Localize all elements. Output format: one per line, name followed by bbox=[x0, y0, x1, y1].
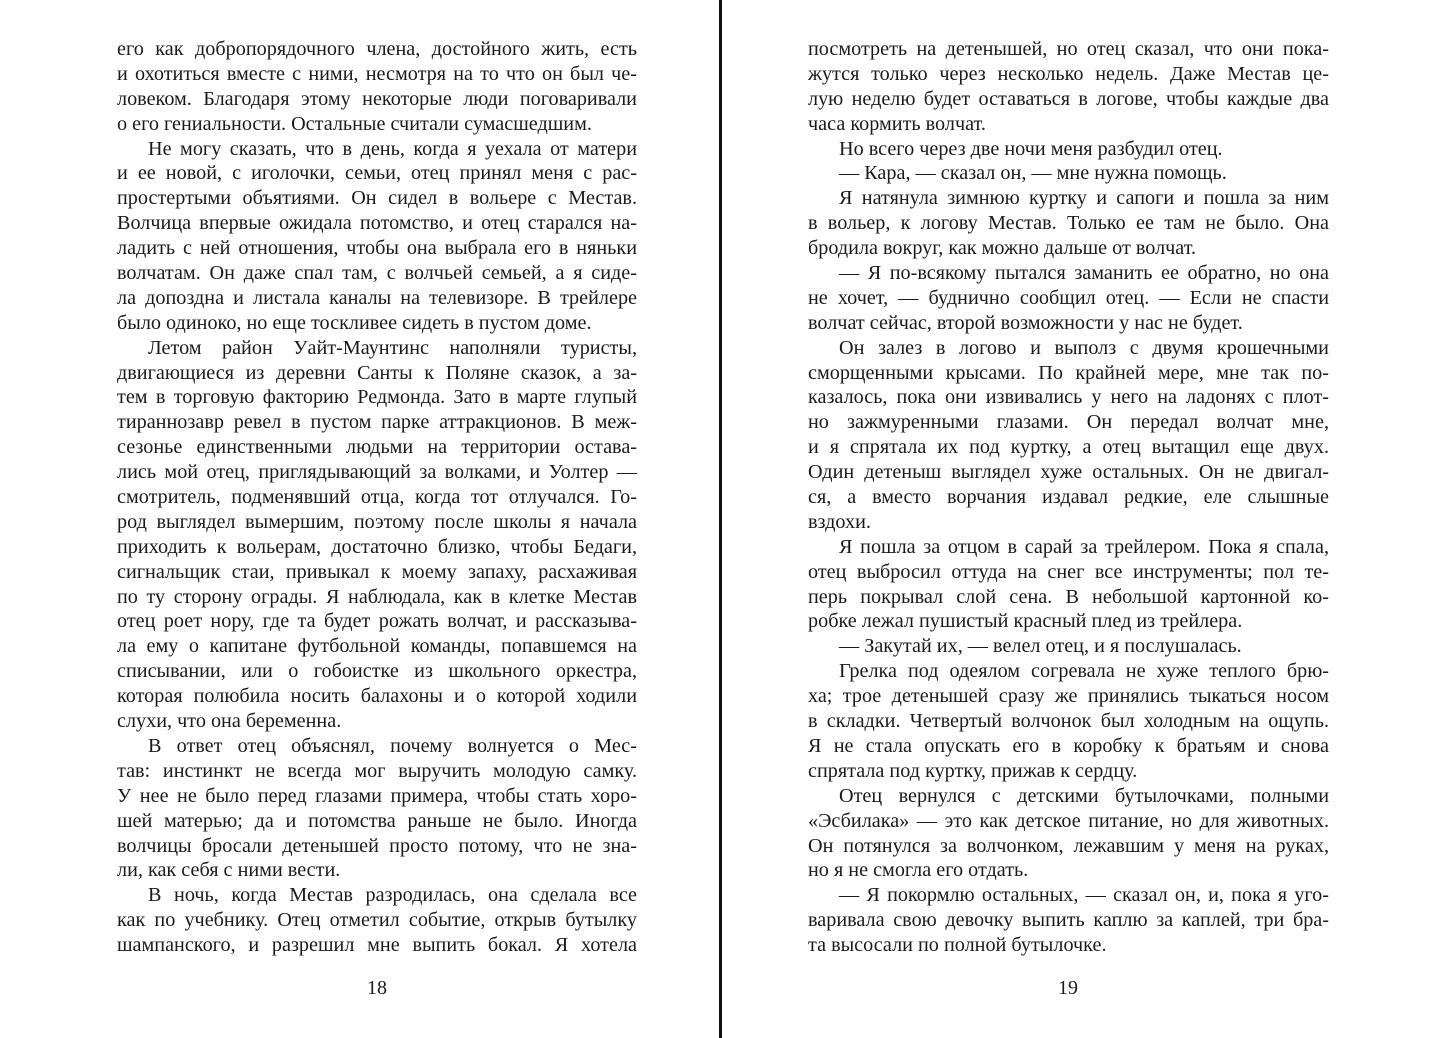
text-line: и охотиться вместе с ними, несмотря на то что он был че- bbox=[117, 62, 637, 85]
text-line: Не могу сказать, что в день, когда я уехала от матери bbox=[148, 137, 637, 160]
text-line: спрятала под куртку, прижав к сердцу. bbox=[808, 759, 1138, 782]
text-line: простертыми объятиями. Он сидел в вольере с Местав. bbox=[117, 187, 637, 210]
text-line: Летом район Уайт-Маунтинс наполняли туристы, bbox=[148, 336, 637, 359]
text-line: часа кормить волчат. bbox=[808, 112, 986, 135]
text-line: Я не стала опускать его в коробку к братьям и снова bbox=[808, 734, 1329, 757]
text-line: но зажмуренными глазами. Он передал волчат мне, bbox=[808, 411, 1329, 434]
text-line: как по учебнику. Отец отметил событие, открыв бутылку bbox=[117, 909, 637, 932]
text-line: отец роет нору, где та будет рожать волчат, и рассказыва- bbox=[117, 610, 637, 633]
text-line: слухи, что она беременна. bbox=[117, 710, 342, 733]
text-line: волчицы бросали детенышей просто потому, что не зна- bbox=[117, 834, 637, 857]
text-line: волчатам. Он даже спал там, с волчьей семьей, а я сиде- bbox=[117, 262, 637, 285]
text-line: посмотреть на детенышей, но отец сказал, что они пока- bbox=[808, 38, 1329, 60]
text-line: по ту сторону ограды. Я наблюдала, как в клетке Местав bbox=[117, 585, 637, 608]
text-line: ла допоздна и листала каналы на телевизоре. В трейлере bbox=[117, 286, 637, 309]
text-line: отец выбросил оттуда на снег все инструменты; пол те- bbox=[808, 560, 1329, 583]
text-line: сезонье единственными людьми на территории остава- bbox=[117, 436, 637, 459]
text-line: — Я покормлю остальных, — сказал он, и, пока я уго- bbox=[839, 884, 1329, 907]
right-page-number: 19 bbox=[1058, 977, 1078, 999]
text-line: У нее не было перед глазами примера, чтобы стать хоро- bbox=[117, 784, 637, 807]
text-line: двигающиеся из деревни Санты к Поляне сказок, а за- bbox=[117, 361, 637, 384]
text-line: вздохи. bbox=[808, 510, 871, 533]
text-line: варивала свою девочку выпить каплю за каплей, три бра- bbox=[808, 909, 1329, 932]
text-line: ладить с ней отношения, чтобы она выбрала его в няньки bbox=[117, 237, 637, 260]
text-line: тираннозавр ревел в пустом парке аттракционов. В меж- bbox=[117, 411, 637, 434]
text-line: Грелка под одеялом согревала не хуже теплого брю- bbox=[839, 660, 1329, 683]
text-line: ся, а вместо ворчания издавал редкие, еле слышные bbox=[808, 486, 1329, 509]
text-line: — Кара, — сказал он, — мне нужна помощь. bbox=[839, 162, 1227, 185]
text-line: жутся только через несколько недель. Даже Местав це- bbox=[808, 62, 1329, 85]
text-line: волчат сейчас, второй возможности у нас не будет. bbox=[808, 311, 1243, 334]
text-line: смотритель, подменявший отца, когда тот отлучался. Го- bbox=[117, 486, 637, 509]
text-line: списывании, или о гобоистке из школьного оркестра, bbox=[117, 660, 637, 683]
text-line: Волчица впервые ожидала потомство, и отец старался на- bbox=[117, 212, 637, 235]
text-line: тем в торговую факторию Редмонда. Зато в марте глупый bbox=[117, 386, 637, 409]
text-line: тав: инстинкт не всегда мог выручить молодую самку. bbox=[117, 759, 637, 782]
text-line: в складки. Четвертый волчонок был холодным на ощупь. bbox=[808, 710, 1329, 733]
text-line: Я пошла за отцом в сарай за трейлером. Пока я спала, bbox=[839, 535, 1329, 558]
text-line: Я натянула зимнюю куртку и сапоги и пошла за ним bbox=[839, 187, 1329, 210]
text-line: сморщенными крысами. По крайней мере, мне так по- bbox=[808, 361, 1329, 384]
text-line: и ее новой, с иголочки, семьи, отец принял меня с рас- bbox=[117, 162, 637, 185]
text-line: шей матерью; да и потомства раньше не было. Иногда bbox=[117, 809, 637, 832]
text-line: та высосали по полной бутылочке. bbox=[808, 934, 1107, 957]
text-line: в вольер, к логову Местав. Только ее там не было. Она bbox=[808, 212, 1329, 235]
right-page-text bbox=[808, 37, 1329, 958]
text-line: Но всего через две ночи меня разбудил отец. bbox=[839, 137, 1223, 160]
text-line: казалось, пока они извивались у него на ладонях с плот- bbox=[808, 386, 1329, 409]
text-line: о его гениальности. Остальные считали сумасшедшим. bbox=[117, 112, 592, 135]
text-line: ли, как себя с ними вести. bbox=[117, 859, 341, 882]
text-line: ха; трое детенышей сразу же принялись тыкаться носом bbox=[808, 685, 1329, 708]
text-line: было одиноко, но еще тоскливее сидеть в пустом доме. bbox=[117, 311, 592, 334]
text-line: В ответ отец объяснял, почему волнуется о Мес- bbox=[148, 734, 637, 757]
text-line: ла ему о капитане футбольной команды, попавшемся на bbox=[117, 635, 637, 658]
text-line: Он потянулся за волчонком, лежавшим у меня на руках, bbox=[808, 834, 1329, 857]
text-line: робке лежал пушистый красный плед из трейлера. bbox=[808, 610, 1243, 633]
text-line: бродила вокруг, как можно дальше от волчат. bbox=[808, 237, 1197, 260]
text-line: и я спрятала их под куртку, а отец вытащил еще двух. bbox=[808, 436, 1329, 459]
text-line: ловеком. Благодаря этому некоторые люди поговаривали bbox=[117, 87, 637, 110]
text-line: но я не смогла его отдать. bbox=[808, 859, 1029, 882]
text-line: сигнальщик стаи, привыкал к моему запаху, расхаживая bbox=[117, 560, 637, 583]
left-page-number: 18 bbox=[367, 977, 387, 999]
text-line: Один детеныш выглядел хуже остальных. Он не двигал- bbox=[808, 461, 1329, 484]
right-page bbox=[722, 0, 1443, 1038]
text-line: «Эсбилака» — это как детское питание, но для животных. bbox=[808, 809, 1329, 832]
text-line: приходить к вольерам, достаточно близко, чтобы Бедаги, bbox=[117, 535, 637, 558]
text-line: Отец вернулся с детскими бутылочками, полными bbox=[839, 784, 1329, 807]
left-page bbox=[0, 0, 720, 1038]
text-line: В ночь, когда Местав разродилась, она сделала все bbox=[148, 884, 637, 907]
text-line: лую неделю будет оставаться в логове, чтобы каждые два bbox=[808, 87, 1329, 110]
text-line: которая полюбила носить балахоны и о которой ходили bbox=[117, 685, 637, 708]
text-line: его как добропорядочного члена, достойного жить, есть bbox=[117, 38, 637, 60]
text-line: не хочет, — буднично сообщил отец. — Если не спасти bbox=[808, 286, 1329, 309]
text-line: лись мой отец, приглядывающий за волками, и Уолтер — bbox=[117, 461, 637, 484]
text-line: Он залез в логово и выполз с двумя крошечными bbox=[839, 336, 1329, 359]
text-line: шампанского, и разрешил мне выпить бокал. Я хотела bbox=[117, 934, 637, 957]
text-line: — Я по-всякому пытался заманить ее обратно, но она bbox=[839, 262, 1329, 285]
text-line: — Закутай их, — велел отец, и я послушалась. bbox=[839, 635, 1242, 658]
left-page-text bbox=[117, 37, 637, 958]
text-line: род выглядел вымершим, поэтому после школы я начала bbox=[117, 510, 637, 533]
text-line: перь покрывал слой сена. В небольшой картонной ко- bbox=[808, 585, 1329, 608]
